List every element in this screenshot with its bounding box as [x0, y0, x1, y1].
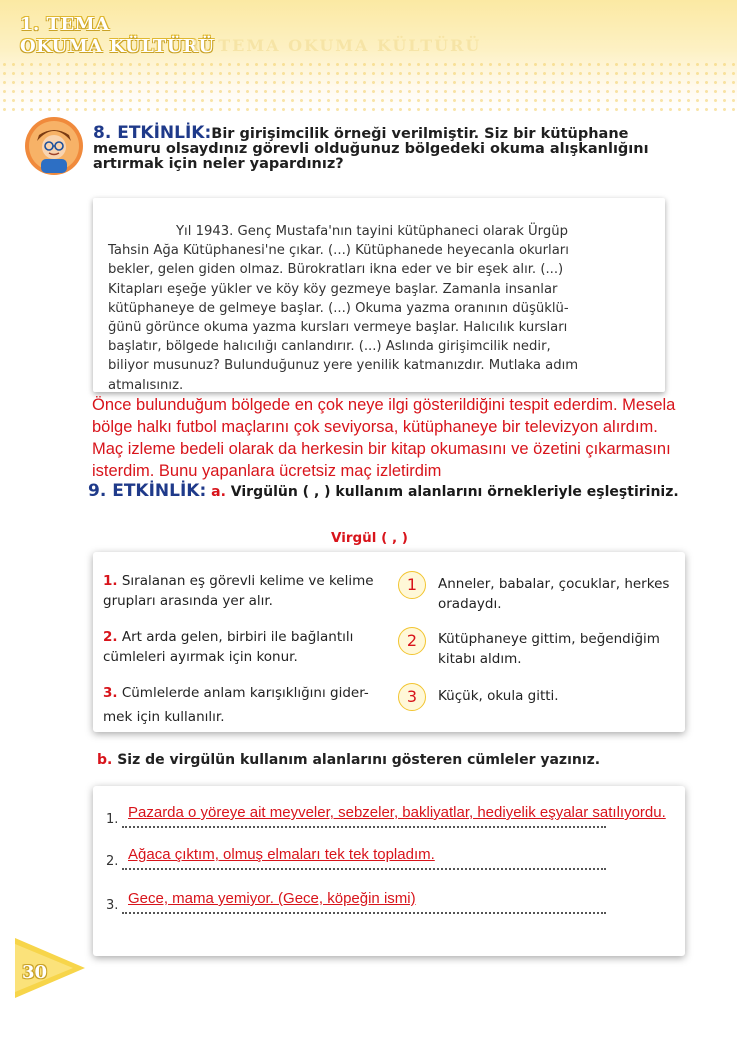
reading-line: Yıl 1943. Genç Mustafa'nın tayini kütüphaneci olarak Ürgüp: [176, 224, 568, 239]
activity8-prompt: [93, 123, 683, 172]
reading-line: bekler, gelen giden olmaz. Bürokratları ikna eder ve bir eşek alır. (...): [108, 262, 564, 278]
example-item-1: Anneler, babalar, çocuklar, herkes oradaydı.: [438, 576, 670, 612]
example-item-3: Küçük, okula gitti.: [438, 688, 559, 704]
activity8-answer[interactable]: [92, 394, 732, 482]
student-avatar-icon: [23, 115, 85, 177]
part-a-instruction: Virgülün ( , ) kullanım alanlarını örnekleriyle eşleştiriniz.: [230, 484, 679, 500]
match-circle-3[interactable]: 3: [398, 683, 426, 711]
reading-line: başlatır, bölgede halıcılığı canlandırır. (...) Aslında girişimcilik nedir,: [108, 339, 551, 355]
reading-line: kütüphaneye de gelmeye başlar. (...) Okuma yazma oranının düşüklü-: [108, 300, 569, 316]
part-a-letter: a.: [211, 484, 226, 500]
part-b-heading: [97, 752, 600, 768]
theme-name: OKUMA KÜLTÜRÜ: [20, 36, 215, 57]
theme-number: 1. TEMA: [20, 14, 110, 35]
activity8-question: Bir girişimcilik örneği verilmiştir. Siz bir kütüphane memuru olsaydınız görevli olduğunuz bölgedeki okuma alışkanlığını artırmak için neler yapardınız?: [93, 126, 649, 172]
match-circle-2[interactable]: 2: [398, 627, 426, 655]
reading-line: biliyor musunuz? Bulunduğunuz yere yenilik katmanızdır. Mutlaka adım: [108, 358, 579, 374]
answer-line: bölge halkı futbol maçlarını çok seviyorsa, kütüphaneye bir televizyon alırdım.: [92, 418, 658, 436]
reading-passage: [108, 222, 653, 395]
example-item-2: Kütüphaneye gittim, beğendiğim kitabı aldım.: [438, 631, 660, 667]
reading-line: atmalısınız.: [108, 377, 184, 393]
answer-line-3[interactable]: 3. Gece, mama yemiyor. (Gece, köpeğin ismi): [106, 894, 606, 914]
header-pattern: [0, 60, 737, 112]
reading-line: ğünü görünce okuma yazma kursları vermeye başlar. Halıcılık kursları: [108, 320, 568, 336]
answer-line: Maç izleme bedeli olarak da herkesin bir kitap okumasını ve özetini çıkarmasını: [92, 440, 671, 458]
activity8-title: 8. ETKİNLİK:: [93, 123, 212, 143]
answer-line-1[interactable]: 1. Pazarda o yöreye ait meyveler, sebzeler, bakliyatlar, hediyelik eşyalar satılıyordu.: [106, 804, 666, 827]
match-circle-1[interactable]: 1: [398, 571, 426, 599]
reading-line: Tahsin Ağa Kütüphanesi'ne çıkar. (...) Kütüphanede heyecanla okurları: [108, 243, 569, 259]
reading-line: Kitapları eşeğe yükler ve köy köy gezmeye başlar. Zamanla insanlar: [108, 281, 558, 297]
theme-label: [20, 14, 215, 58]
answer-line: isterdim. Bunu yapanlara ücretsiz maç izletirdim: [92, 462, 442, 480]
header-ghost-text: 1. TEMA OKUMA KÜLTÜRÜ: [190, 36, 482, 55]
rule-item-1: 1. Sıralanan eş görevli kelime ve kelime grupları arasında yer alır.: [103, 573, 374, 609]
table-title: Virgül ( , ): [331, 530, 408, 546]
answer-line-2[interactable]: 2. Ağaca çıktım, olmuş elmaları tek tek topladım.: [106, 850, 606, 870]
rule-item-3: 3. Cümlelerde anlam karışıklığını gider- mek için kullanılır.: [103, 685, 369, 725]
rule-item-2: 2. Art arda gelen, birbiri ile bağlantılı cümleleri ayırmak için konur.: [103, 629, 354, 665]
page-number: 30: [22, 962, 48, 983]
answer-line: Önce bulunduğum bölgede en çok neye ilgi gösterildiğini tespit ederdim. Mesela: [92, 396, 676, 414]
activity9-title: 9. ETKİNLİK:: [88, 481, 207, 501]
activity9-heading: [88, 481, 728, 501]
part-b-letter: b.: [97, 752, 113, 768]
part-b-instruction: Siz de virgülün kullanım alanlarını gösteren cümleler yazınız.: [117, 752, 601, 768]
